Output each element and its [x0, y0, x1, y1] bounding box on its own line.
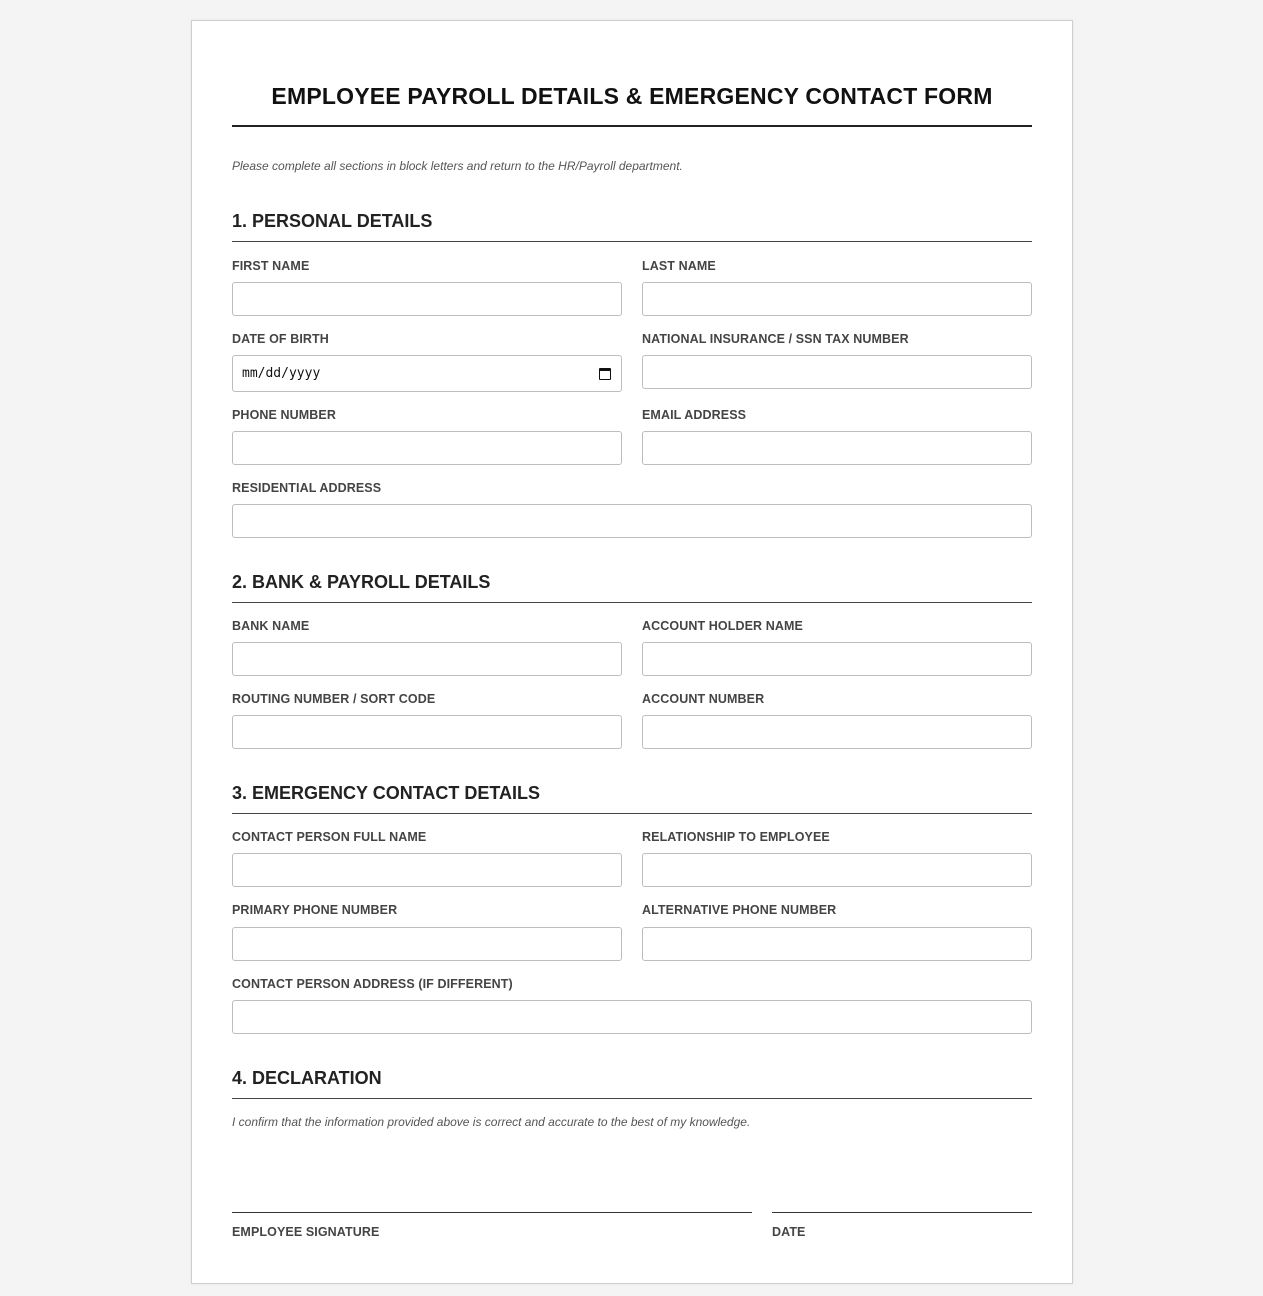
last-name-input[interactable]	[642, 282, 1032, 316]
form-title: EMPLOYEE PAYROLL DETAILS & EMERGENCY CONTACT FORM	[271, 83, 993, 109]
first-name-input[interactable]	[232, 282, 622, 316]
date-label: DATE	[772, 1225, 806, 1239]
signature-label: EMPLOYEE SIGNATURE	[232, 1225, 380, 1239]
email-address-label: EMAIL ADDRESS	[642, 408, 747, 422]
signature-line[interactable]	[232, 1212, 752, 1213]
form-instructions: Please complete all sections in block letters and return to the HR/Payroll department.	[232, 159, 683, 173]
primary-phone-label: PRIMARY PHONE NUMBER	[232, 903, 398, 917]
relationship-input[interactable]	[642, 853, 1032, 887]
date-of-birth-label: DATE OF BIRTH	[232, 332, 329, 346]
bank-name-input[interactable]	[232, 642, 622, 676]
section-heading-emergency: 3. EMERGENCY CONTACT DETAILS	[232, 783, 1032, 814]
ni-ssn-input[interactable]	[642, 355, 1032, 389]
ni-ssn-label: NATIONAL INSURANCE / SSN TAX NUMBER	[642, 332, 909, 346]
primary-phone-input[interactable]	[232, 927, 622, 961]
date-of-birth-input[interactable]	[232, 355, 622, 392]
bank-name-label: BANK NAME	[232, 619, 310, 633]
phone-number-label: PHONE NUMBER	[232, 408, 336, 422]
date-placeholder: mm/dd/yyyy	[242, 366, 321, 381]
relationship-label: RELATIONSHIP TO EMPLOYEE	[642, 830, 830, 844]
section-heading-bank: 2. BANK & PAYROLL DETAILS	[232, 572, 1032, 603]
first-name-label: FIRST NAME	[232, 259, 310, 273]
residential-address-label: RESIDENTIAL ADDRESS	[232, 481, 382, 495]
declaration-text: I confirm that the information provided above is correct and accurate to the best of my knowledge.	[232, 1115, 751, 1129]
calendar-icon[interactable]	[599, 368, 611, 380]
title-divider	[232, 125, 1032, 127]
routing-number-label: ROUTING NUMBER / SORT CODE	[232, 692, 436, 706]
account-holder-label: ACCOUNT HOLDER NAME	[642, 619, 803, 633]
account-holder-input[interactable]	[642, 642, 1032, 676]
alternative-phone-label: ALTERNATIVE PHONE NUMBER	[642, 903, 837, 917]
phone-number-input[interactable]	[232, 431, 622, 465]
contact-address-label: CONTACT PERSON ADDRESS (IF DIFFERENT)	[232, 977, 513, 991]
account-number-input[interactable]	[642, 715, 1032, 749]
account-number-label: ACCOUNT NUMBER	[642, 692, 765, 706]
section-heading-declaration: 4. DECLARATION	[232, 1068, 1032, 1099]
contact-name-label: CONTACT PERSON FULL NAME	[232, 830, 427, 844]
form-page	[191, 20, 1073, 1284]
routing-number-input[interactable]	[232, 715, 622, 749]
alternative-phone-input[interactable]	[642, 927, 1032, 961]
last-name-label: LAST NAME	[642, 259, 716, 273]
contact-address-input[interactable]	[232, 1000, 1032, 1034]
email-address-input[interactable]	[642, 431, 1032, 465]
contact-name-input[interactable]	[232, 853, 622, 887]
residential-address-input[interactable]	[232, 504, 1032, 538]
date-line[interactable]	[772, 1212, 1032, 1213]
section-heading-personal: 1. PERSONAL DETAILS	[232, 211, 1032, 242]
